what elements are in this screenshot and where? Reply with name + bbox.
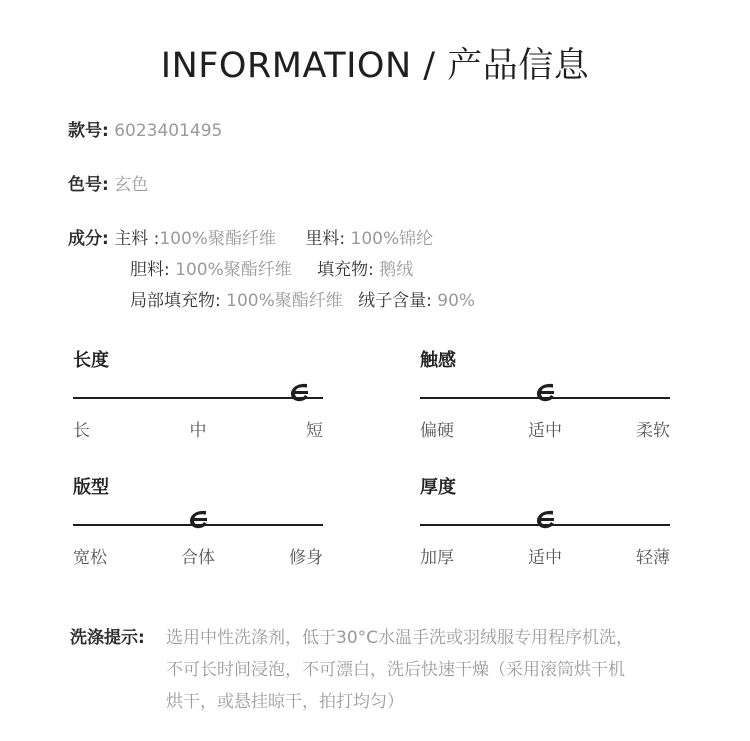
lining-label: 里料: [305,229,346,249]
composition-row-2 [130,259,413,281]
partial-filling-value: 100%聚酯纤维 [226,291,343,311]
wash-label: 洗涤提示: [70,628,145,648]
touch-scale-title: 触感 [420,350,456,371]
main-material-label: 主料 : [114,229,160,249]
lining-value: 100%锦纶 [350,229,434,249]
touch-tick-hard: 偏硬 [420,421,454,441]
wash-line: 烘干，或悬挂晾干，拍打均匀） [166,692,404,712]
color-number-label: 色号: [68,175,109,195]
style-number-row [68,120,222,142]
fit-tick-loose: 宽松 [73,548,107,568]
wash-text [166,622,633,718]
down-content-value: 90% [437,291,476,311]
length-scale-title: 长度 [73,350,109,371]
length-tick-medium: 中 [189,421,207,441]
scale-marker-icon [533,507,557,531]
composition-row-1 [68,228,433,250]
color-number-value: 玄色 [114,175,149,195]
main-material-value: 100%聚酯纤维 [159,229,276,249]
fit-scale-title: 版型 [73,477,109,498]
touch-tick-moderate: 适中 [528,421,562,441]
thickness-tick-moderate: 适中 [528,548,562,568]
thickness-tick-thick: 加厚 [420,548,454,568]
wash-line: 不可长时间浸泡，不可漂白，洗后快速干燥（采用滚筒烘干机 [166,660,625,680]
partial-filling-label: 局部填充物: [130,291,221,311]
scale-marker-icon [287,380,311,404]
thickness-scale-title: 厚度 [420,477,456,498]
style-number-label: 款号: [68,121,109,141]
page-title: INFORMATION / 产品信息 [160,46,590,86]
thickness-tick-light: 轻薄 [636,548,670,568]
composition-row-3 [130,290,475,312]
length-scale-line [73,397,323,399]
style-number-value: 6023401495 [114,121,223,141]
scale-marker-icon [533,380,557,404]
bladder-value: 100%聚酯纤维 [175,260,292,280]
length-tick-short: 短 [306,421,323,441]
filling-label: 填充物: [317,260,374,280]
bladder-label: 胆料: [130,260,170,280]
length-tick-long: 长 [73,421,90,441]
touch-tick-soft: 柔软 [636,421,670,441]
fit-tick-regular: 合体 [181,548,215,568]
scale-marker-icon [186,507,210,531]
fit-tick-slim: 修身 [289,548,323,568]
composition-label: 成分: [68,229,109,249]
filling-value: 鹅绒 [379,260,414,280]
down-content-label: 绒子含量: [358,291,432,311]
color-number-row [68,174,148,196]
wash-line: 选用中性洗涤剂，低于30°C水温手洗或羽绒服专用程序机洗， [166,628,634,648]
